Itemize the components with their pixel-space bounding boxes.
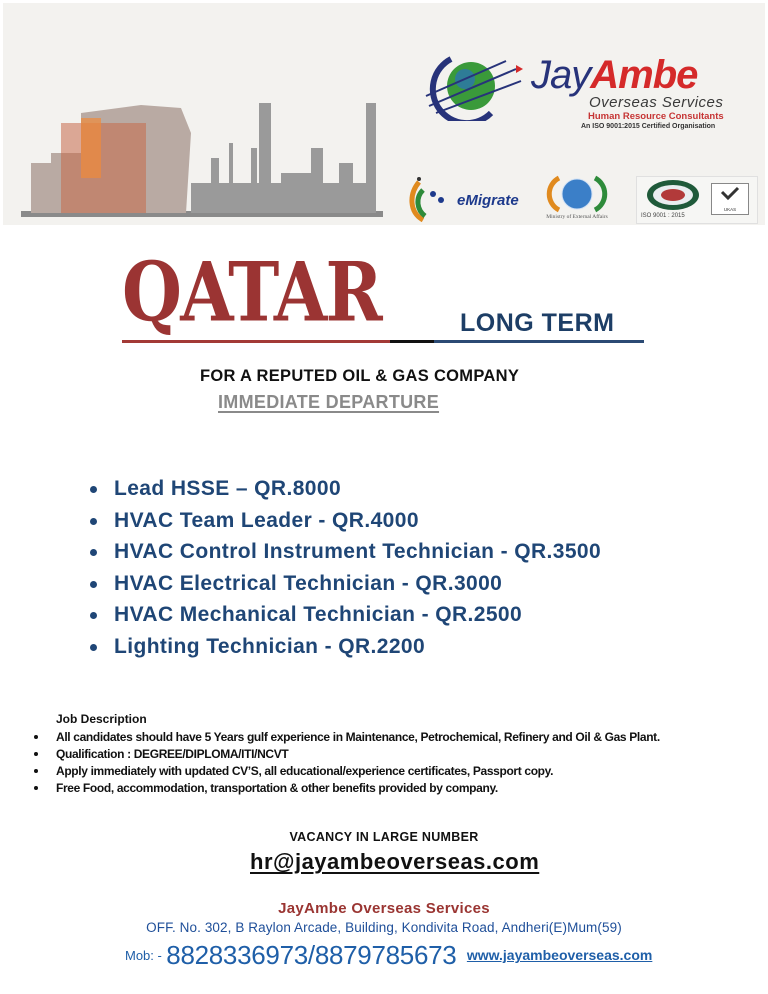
bullet-icon xyxy=(34,735,38,739)
bullet-icon xyxy=(90,644,97,651)
website-link[interactable]: www.jayambeoverseas.com xyxy=(466,947,653,963)
jayambe-logo xyxy=(421,51,741,133)
company-line: FOR A REPUTED OIL & GAS COMPANY xyxy=(200,367,520,385)
bullet-icon xyxy=(34,786,38,790)
position-text: Lead HSSE – QR.8000 xyxy=(114,477,342,500)
iso-label: ISO 9001 : 2015 xyxy=(641,213,685,219)
bullet-icon xyxy=(90,518,97,525)
logo-certification: An ISO 9001:2015 Certified Organisation xyxy=(581,123,716,130)
contact-line xyxy=(125,940,652,971)
iso-badge xyxy=(636,176,758,224)
job-description-item xyxy=(32,729,660,746)
title-rule-blue xyxy=(434,340,644,343)
job-description-text: Apply immediately with updated CV’S, all educational/experience certificates, Passport copy. xyxy=(56,764,554,778)
position-item xyxy=(88,634,601,666)
position-item xyxy=(88,476,601,508)
mobile-label: Mob: - xyxy=(125,948,162,963)
bullet-icon xyxy=(34,769,38,773)
position-item xyxy=(88,539,601,571)
office-address: OFF. No. 302, B Raylon Arcade, Building, Kondivita Road, Andheri(E)Mum(59) xyxy=(146,920,622,935)
company-name: JayAmbe Overseas Services xyxy=(278,900,490,917)
logo-ambe-text: Ambe xyxy=(590,53,698,97)
position-item xyxy=(88,571,601,603)
job-description-list xyxy=(32,729,660,797)
job-description-item xyxy=(32,763,660,780)
job-description-title: Job Description xyxy=(56,712,147,726)
bullet-icon xyxy=(90,549,97,556)
refinery-illustration xyxy=(21,63,391,221)
bullet-icon xyxy=(34,752,38,756)
position-text: HVAC Mechanical Technician - QR.2500 xyxy=(114,603,523,626)
position-item xyxy=(88,508,601,540)
position-text: HVAC Team Leader - QR.4000 xyxy=(114,508,419,532)
bullet-icon xyxy=(90,612,97,619)
ukas-check-icon xyxy=(712,184,748,204)
vacancy-note: VACANCY IN LARGE NUMBER xyxy=(289,830,479,844)
position-text: HVAC Electrical Technician - QR.3000 xyxy=(114,571,503,595)
title-rule-black xyxy=(390,340,434,343)
globe-icon xyxy=(421,51,526,121)
email-link[interactable]: hr@jayambeoverseas.com xyxy=(250,849,540,874)
position-text: HVAC Control Instrument Technician - QR.3500 xyxy=(114,540,602,563)
departure-note: IMMEDIATE DEPARTURE xyxy=(218,392,440,412)
country-heading: QATAR xyxy=(122,243,381,340)
emigrate-badge xyxy=(405,176,527,222)
mea-badge xyxy=(537,174,617,224)
job-description-item xyxy=(32,746,660,763)
logo-jay-text: Jay xyxy=(531,53,591,97)
emigrate-icon xyxy=(405,176,453,222)
position-item xyxy=(88,602,601,634)
position-text: Lighting Technician - QR.2200 xyxy=(114,634,426,658)
logo-tagline: Overseas Services xyxy=(589,94,724,111)
title-rule-red xyxy=(122,340,390,343)
logo-wordmark xyxy=(531,53,697,97)
job-description-text: Free Food, accommodation, transportation & other benefits provided by company. xyxy=(56,781,498,795)
emigrate-label: eMigrate xyxy=(457,192,519,209)
bullet-icon xyxy=(90,486,97,493)
job-description-item xyxy=(32,780,660,797)
mobile-numbers[interactable]: 8828336973/8879785673 xyxy=(166,940,457,970)
bullet-icon xyxy=(90,581,97,588)
iso-seal-icon xyxy=(643,178,703,214)
logo-subtitle: Human Resource Consultants xyxy=(588,111,724,122)
ukas-label: UKAS xyxy=(723,207,737,212)
positions-list xyxy=(88,476,601,665)
mea-label: Ministry of External Affairs xyxy=(546,214,608,220)
mea-globe-icon xyxy=(537,174,617,214)
contract-term: LONG TERM xyxy=(460,309,615,337)
ukas-mark xyxy=(711,183,749,215)
job-description-text: All candidates should have 5 Years gulf experience in Maintenance, Petrochemical, Refinery and Oil & Gas Plant. xyxy=(56,730,660,744)
job-description-text: Qualification : DEGREE/DIPLOMA/ITI/NCVT xyxy=(56,747,289,761)
